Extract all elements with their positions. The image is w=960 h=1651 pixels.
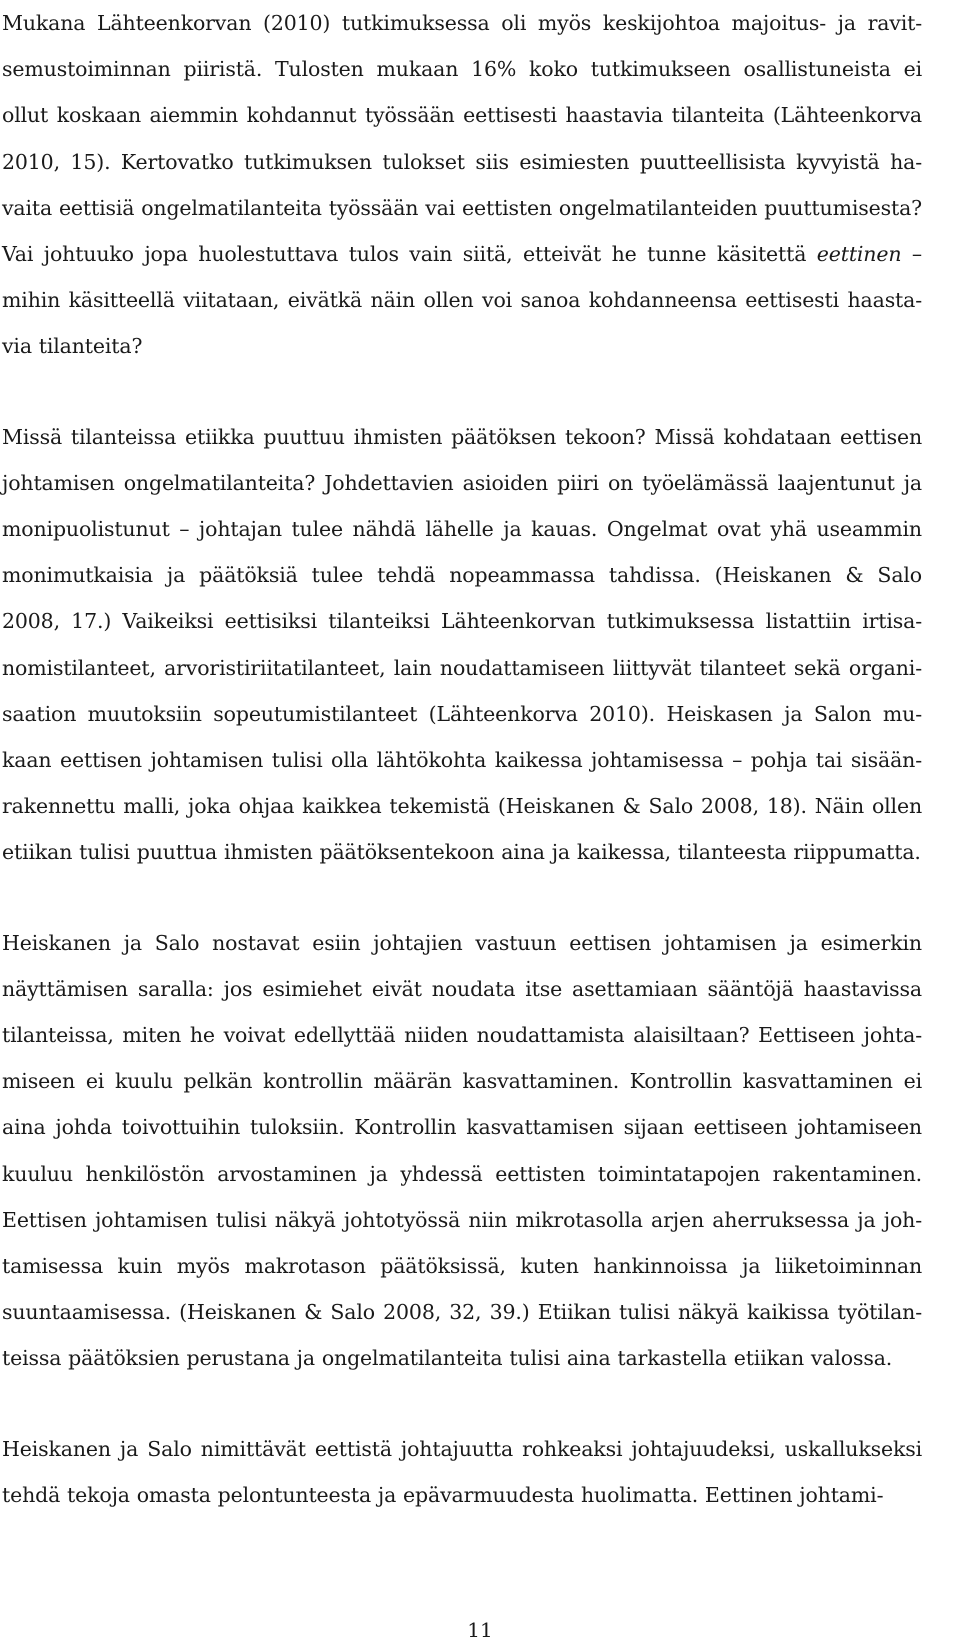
paragraph-3: Heiskanen ja Salo nostavat esiin johtajien vastuun eettisen johtamisen ja esimerkin näyttämisen saralla: jos esimiehet eivät noudata itse asettamiaan sääntöjä haastavissa tilanteissa, miten he voivat edellyttää niiden noudattamista alaisiltaan? Eettiseen johta-miseen ei kuulu pelkän kontrollin määrän kasvattaminen. Kontrollin kasvattaminen ei aina johda toivottuihin tuloksiin. Kontrollin kasvattamisen sijaan eettiseen johtamiseen kuuluu henkilöstön arvostaminen ja yhdessä eettisten toimintatapojen rakentaminen. Eettisen johtamisen tulisi näkyä johtotyössä niin mikrotasolla arjen aherruksessa ja joh-tamisessa kuin myös makrotason päätöksissä, kuten hankinnoissa ja liiketoiminnan suuntaamisessa. (Heiskanen & Salo 2008, 32, 39.) Etiikan tulisi näkyä kaikissa työtilan-teissa päätöksien perustana ja ongelmatilanteita tulisi aina tarkastella etiikan valossa. bbox=[2, 930, 922, 1371]
paragraph-1 bbox=[2, 0, 922, 370]
paragraph-2: Missä tilanteissa etiikka puuttuu ihmisten päätöksen tekoon? Missä kohdataan eettisen johtamisen ongelmatilanteita? Johdettavien asioiden piiri on työelämässä laajentunut ja monipuolistunut – johtajan tulee nähdä lähelle ja kauas. Ongelmat ovat yhä useammin monimutkaisia ja päätöksiä tulee tehdä nopeammassa tahdissa. (Heiskanen & Salo 2008, 17.) Vaikeiksi eettisiksi tilanteiksi Lähteenkorvan tutkimuksessa listattiin irtisa-nomistilanteet, arvoristiriitatilanteet, lain noudattamiseen liittyvät tilanteet sekä organi-saation muutoksiin sopeutumistilanteet (Lähteenkorva 2010). Heiskasen ja Salon mu-kaan eettisen johtamisen tulisi olla lähtökohta kaikessa johtamisessa – pohja tai sisään-rakennettu malli, joka ohjaa kaikkea tekemistä (Heiskanen & Salo 2008, 18). Näin ollen etiikan tulisi puuttua ihmisten päätöksentekoon aina ja kaikessa, tilanteesta riippumatta. bbox=[2, 424, 922, 865]
paragraph-1-text-start: Mukana Lähteenkorvan (2010) tutkimuksessa oli myös keskijohtoa majoitus- ja ravit-semustoiminnan piiristä. Tulosten mukaan 16% koko tutkimukseen osallistuneista ei ollut koskaan aiemmin kohdannut työssään eettisesti haastavia tilanteita (Lähteenkorva 2010, 15). Kertovatko tutkimuksen tulokset siis esimiesten puutteellisista kyvyistä ha-vaita eettisiä ongelmatilanteita työssään vai eettisten ongelmatilanteiden puuttumisesta? Vai johtuuko jopa huolestuttava tulos vain siitä, etteivät he tunne käsitettä bbox=[2, 11, 922, 267]
italic-term-eettinen: eettinen bbox=[816, 242, 902, 267]
page-number: 11 bbox=[467, 1618, 493, 1642]
paragraph-4: Heiskanen ja Salo nimittävät eettistä johtajuutta rohkeaksi johtajuudeksi, uskallukseksi tehdä tekoja omasta pelontunteesta ja epävarmuudesta huolimatta. Eettinen johtami- bbox=[2, 1436, 922, 1507]
body-text bbox=[2, 0, 922, 1518]
paragraph-1-text-end: – mihin käsitteellä viitataan, eivätkä näin ollen voi sanoa kohdanneensa eettisesti haasta-via tilanteita? bbox=[2, 242, 922, 359]
